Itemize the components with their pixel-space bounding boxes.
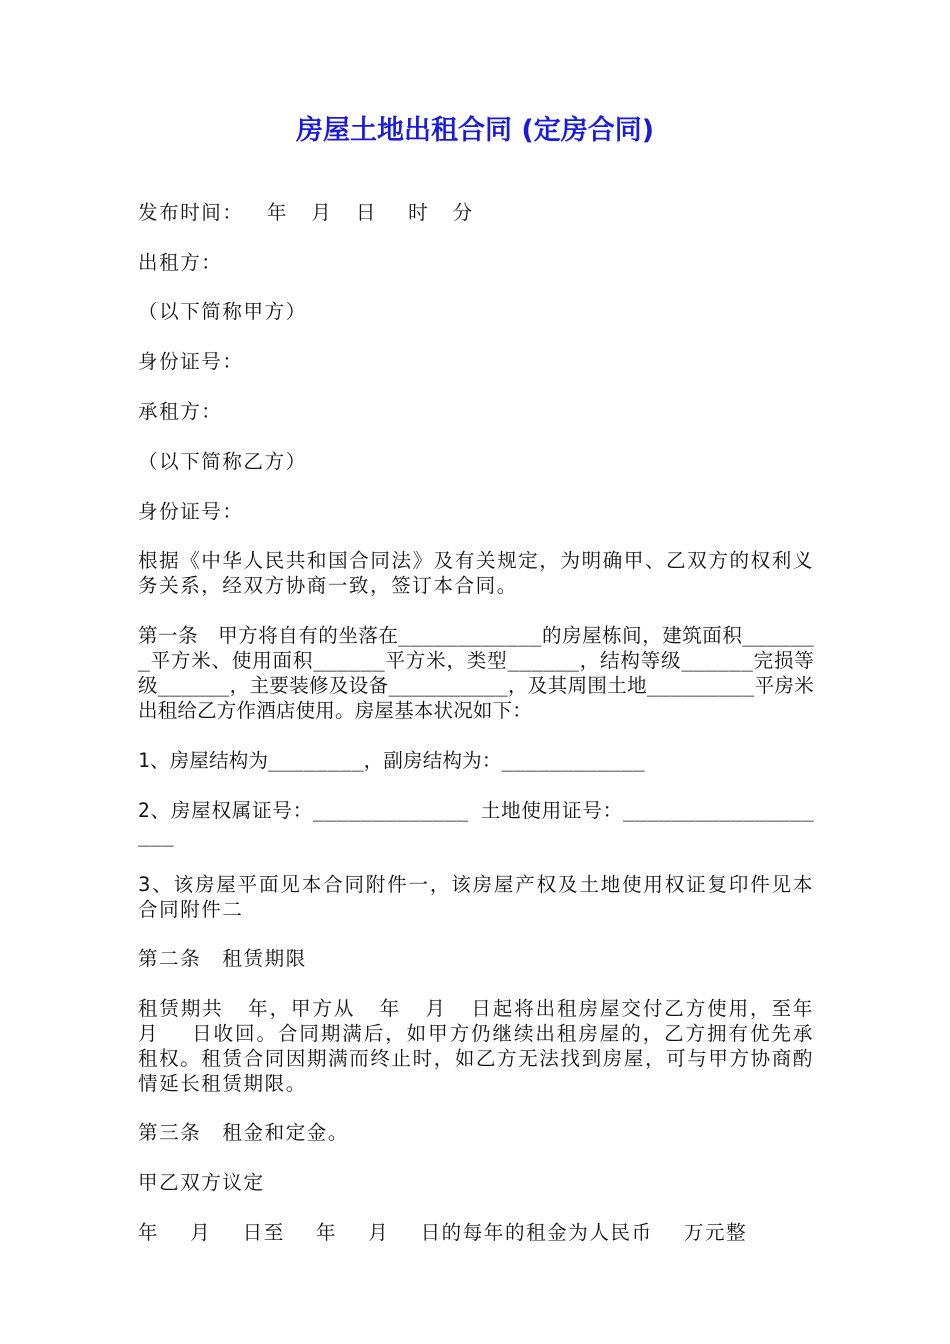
article-3-rent: 年 月 日至 年 月 日的每年的租金为人民币 万元整 [138,1221,748,1244]
item-2: 2、房屋权属证号：_____________ 土地使用证号：___________________ [138,799,814,847]
article-1-paragraph: 第一条 甲方将自有的坐落在____________的房屋栋间，建筑面积_______平方米、使用面积______平方米，类型______，结构等级______完损等级______，主要装修及设备__________，及其周围土地_________平房米出租给乙方作酒店使用。房屋基本状况如下： [138,624,814,722]
item-3: 3、该房屋平面见本合同附件一，该房屋产权及土地使用权证复印件见本合同附件二 [138,873,814,921]
article-2-body: 租赁期共 年，甲方从 年 月 日起将出租房屋交付乙方使用，至年 月 日收回。合同期满后，如甲方仍继续出租房屋的，乙方拥有优先承租权。租赁合同因期满而终止时，如乙方无法找到房屋，可与甲方协商酌情延长租赁期限。 [138,997,846,1095]
lessor-alias: （以下简称甲方） [138,300,307,323]
lessor-label: 出租方： [138,251,223,274]
item-1: 1、房屋结构为________，副房结构为：____________ [138,749,645,772]
publish-time: 发布时间： 年 月 日 时 分 [138,201,474,224]
lessee-id-label: 身份证号： [138,500,244,523]
article-2-heading: 第二条 租赁期限 [138,947,307,970]
lessee-alias: （以下简称乙方） [138,450,307,473]
lessee-label: 承租方： [138,400,223,423]
document-title: 房屋土地出租合同 (定房合同) [295,115,655,146]
basis-paragraph: 根据《中华人民共和国合同法》及有关规定，为明确甲、乙双方的权利义务关系，经双方协商一致，签订本合同。 [138,549,814,597]
article-3-agree: 甲乙双方议定 [138,1171,265,1194]
article-3-heading: 第三条 租金和定金。 [138,1121,350,1144]
lessor-id-label: 身份证号： [138,350,244,373]
